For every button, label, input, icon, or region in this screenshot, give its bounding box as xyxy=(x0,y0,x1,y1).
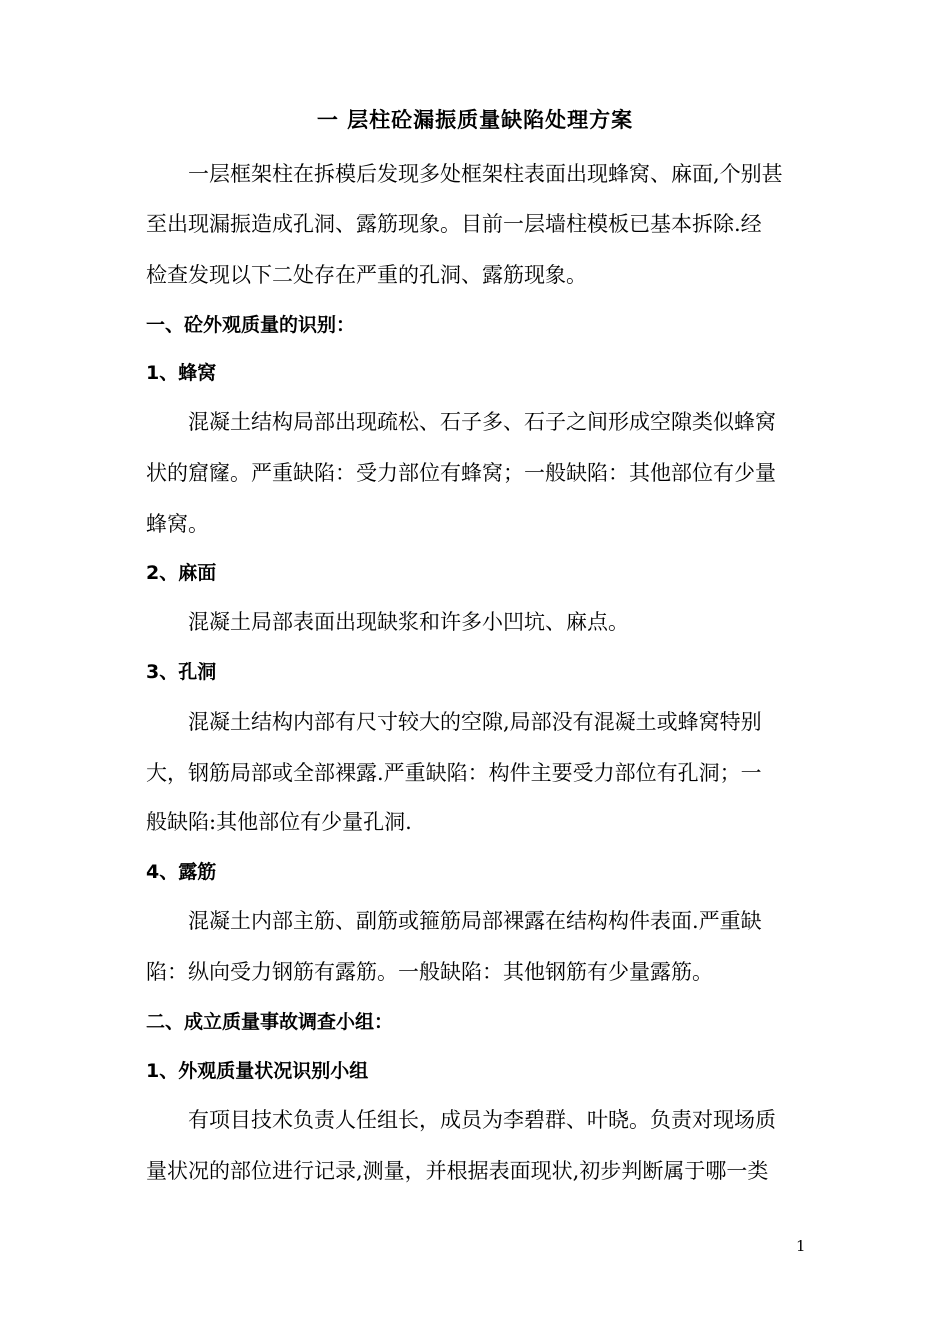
paragraph-line: 混凝土结构局部出现疏松、石子多、石子之间形成空隙类似蜂窝 xyxy=(188,410,776,434)
paragraph-line: 状的窟窿。严重缺陷：受力部位有蜂窝；一般缺陷：其他部位有少量 xyxy=(146,461,776,485)
subsection-heading: 3、孔洞 xyxy=(146,661,217,683)
intro-line: 检查发现以下二处存在严重的孔洞、露筋现象。 xyxy=(146,263,587,287)
section-heading: 一、砼外观质量的识别： xyxy=(146,314,356,336)
subsection-heading: 1、蜂窝 xyxy=(146,362,217,384)
document-title: 一 层柱砼漏振质量缺陷处理方案 xyxy=(316,108,634,132)
intro-line: 一层框架柱在拆模后发现多处框架柱表面出现蜂窝、麻面,个别甚 xyxy=(188,162,783,186)
paragraph-line: 大，钢筋局部或全部裸露.严重缺陷：构件主要受力部位有孔洞；一 xyxy=(146,761,762,785)
subsection-heading: 1、外观质量状况识别小组 xyxy=(146,1060,369,1082)
subsection-heading: 4、露筋 xyxy=(146,861,217,883)
paragraph-line: 陷：纵向受力钢筋有露筋。一般缺陷：其他钢筋有少量露筋。 xyxy=(146,960,713,984)
paragraph-line: 有项目技术负责人任组长，成员为李碧群、叶晓。负责对现场质 xyxy=(188,1108,776,1132)
intro-line: 至出现漏振造成孔洞、露筋现象。目前一层墙柱模板已基本拆除.经 xyxy=(146,212,762,236)
paragraph-line: 混凝土内部主筋、副筋或箍筋局部裸露在结构构件表面.严重缺 xyxy=(188,909,762,933)
paragraph-line: 混凝土局部表面出现缺浆和许多小凹坑、麻点。 xyxy=(188,610,629,634)
paragraph-line: 般缺陷:其他部位有少量孔洞. xyxy=(146,810,412,834)
section-heading: 二、成立质量事故调查小组： xyxy=(146,1011,394,1033)
subsection-heading: 2、麻面 xyxy=(146,562,217,584)
paragraph-line: 量状况的部位进行记录,测量，并根据表面现状,初步判断属于哪一类 xyxy=(146,1159,769,1183)
paragraph-line: 混凝土结构内部有尺寸较大的空隙,局部没有混凝土或蜂窝特别 xyxy=(188,710,762,734)
paragraph-line: 蜂窝。 xyxy=(146,512,209,536)
page-number: 1 xyxy=(796,1237,806,1255)
